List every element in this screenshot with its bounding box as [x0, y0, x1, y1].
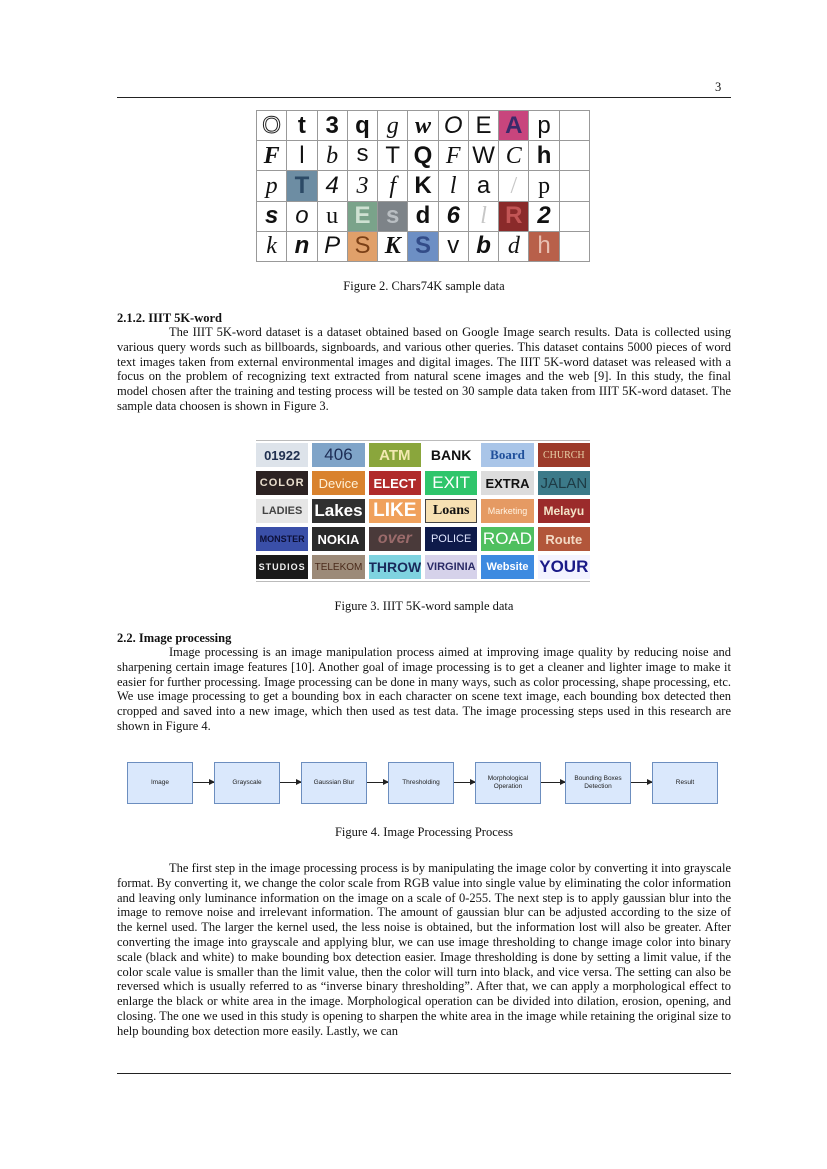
word-sample: LADIES: [256, 499, 308, 523]
flow-step-thresholding: Thresholding: [388, 762, 454, 804]
char-sample: g: [378, 111, 407, 140]
char-sample: 3: [348, 171, 377, 200]
char-sample: p: [529, 111, 558, 140]
char-sample: l: [469, 202, 498, 231]
word-sample: Website: [481, 555, 533, 579]
char-sample: t: [287, 111, 316, 140]
flow-arrow: [193, 782, 214, 783]
char-sample: /: [499, 171, 528, 200]
flow-arrow: [367, 782, 388, 783]
figure4-caption: Figure 4. Image Processing Process: [334, 825, 514, 839]
char-sample: s: [348, 141, 377, 170]
flow-step-result: Result: [652, 762, 718, 804]
word-sample: YOUR: [538, 555, 590, 579]
char-sample: S: [348, 232, 377, 261]
char-sample: p: [257, 171, 286, 200]
word-sample: BANK: [425, 443, 477, 467]
word-sample: Board: [481, 443, 533, 467]
word-sample: VIRGINIA: [425, 555, 477, 579]
char-sample: h: [529, 232, 558, 261]
char-sample: a: [469, 171, 498, 200]
flow-arrow: [631, 782, 652, 783]
char-sample: o: [287, 202, 316, 231]
char-sample: q: [348, 111, 377, 140]
char-sample: 2: [529, 202, 558, 231]
section-212-heading: 2.1.2. IIIT 5K-word: [117, 311, 222, 325]
char-sample: l: [287, 141, 316, 170]
iiit5k-sample-grid: [256, 440, 590, 582]
char-sample: 3: [318, 111, 347, 140]
flow-step-bounding-boxes-detection: Bounding Boxes Detection: [565, 762, 631, 804]
char-sample: p: [529, 171, 558, 200]
char-sample: K: [378, 232, 407, 261]
section-212-paragraph: The IIIT 5K-word dataset is a dataset obtained based on Google Image search results. Data is collected using various query words such as billboards, signboards, and various other queries. This dataset contains 5000 pieces of word text images taken from external environmental images and digital images. The IIIT 5K-word dataset was released with a focus on the problem of recognizing text extracted from natural scene images and the web [9]. In this study, the final model chosen after the training and testing process will be tested on 30 sample data taken from IIIT 5K-word dataset. The sample data choosen is shown in Figure 3.: [117, 325, 731, 413]
char-sample-empty: [560, 202, 589, 231]
char-sample: w: [408, 111, 437, 140]
char-sample: Q: [408, 141, 437, 170]
word-sample: ROAD: [481, 527, 533, 551]
char-sample: h: [529, 141, 558, 170]
char-sample: F: [439, 141, 468, 170]
word-sample: THROW: [369, 555, 421, 579]
word-sample: NOKIA: [312, 527, 364, 551]
char-sample: R: [499, 202, 528, 231]
char-sample: d: [408, 202, 437, 231]
word-sample: 01922: [256, 443, 308, 467]
section-22-paragraph: Image processing is an image manipulation process aimed at improving image quality by reducing noise and sharpening certain image features [10]. Another goal of image processing is to get a cleaner and lighter image to make it easier for further processing. Image processing can be done in many ways, such as color processing, shape processing, etc. We use image processing to get a bounding box in each character on scene text image, each bounding box detected then cropped and saved into a new image, which then used as test data. The image processing steps used in this research are shown in Figure 4.: [117, 645, 731, 733]
word-sample: STUDIOS: [256, 555, 308, 579]
body-paragraph: The first step in the image processing process is by manipulating the image color by converting it into grayscale format. By converting it, we change the color scale from RGB value into single value by eliminating the color information and leaving only luminance information on the image on a scale of 0-255. The next step is to apply gaussian blur into the image to remove noise and irrelevant information. The amount of gaussian blur can be adjusted according to the size of the kernel used. The larger the kernel used, the less noise is obtained, but the information lost will also be greater. After converting the image into grayscale and applying blur, we can use image thresholding to change image color into binary scale (black and white) to make bounding box detection easier. Image thresholding is done by setting a limit value, if the color scale value is smaller than the limit value, then the color will turn into black, and vice versa. The setting can also be reversed which is usually referred to as “inverse binary thresholding”. After that, we can apply a morphological effect to enlarge the black or white area in the image. Morphological operation can be divided into dilation, erosion, opening, and closing. The one we used in this study is opening to sharpen the white area in the image while retaining the original size to help bounding box detection more easily. Lastly, we can: [117, 861, 731, 1038]
flow-step-morphological-operation: Morphological Operation: [475, 762, 541, 804]
char-sample: b: [469, 232, 498, 261]
flow-step-grayscale: Grayscale: [214, 762, 280, 804]
header-rule: [117, 97, 731, 98]
word-sample: Lakes: [312, 499, 364, 523]
char-sample: u: [318, 202, 347, 231]
word-sample: EXIT: [425, 471, 477, 495]
char-sample: s: [257, 202, 286, 231]
word-sample: ELECT: [369, 471, 421, 495]
char-sample: A: [499, 111, 528, 140]
word-sample: Melayu: [538, 499, 590, 523]
char-sample: E: [348, 202, 377, 231]
word-sample: TELEKOM: [312, 555, 364, 579]
figure3-caption: Figure 3. IIIT 5K-word sample data: [334, 599, 514, 613]
char-sample: S: [408, 232, 437, 261]
word-sample: LIKE: [369, 499, 421, 523]
char-sample-empty: [560, 111, 589, 140]
word-sample: MONSTER: [256, 527, 308, 551]
char-sample: v: [439, 232, 468, 261]
char-sample: O: [257, 111, 286, 140]
flow-step-gaussian-blur: Gaussian Blur: [301, 762, 367, 804]
word-sample: EXTRA: [481, 471, 533, 495]
char-sample: T: [287, 171, 316, 200]
word-sample: JALAN: [538, 471, 590, 495]
figure2-caption: Figure 2. Chars74K sample data: [343, 279, 505, 293]
flow-arrow: [454, 782, 475, 783]
page-number: 3: [715, 80, 722, 94]
char-sample: O: [439, 111, 468, 140]
word-sample: over: [369, 527, 421, 551]
chars74k-sample-grid: [256, 110, 590, 262]
flow-step-image: Image: [127, 762, 193, 804]
footer-rule: [117, 1073, 731, 1074]
char-sample: C: [499, 141, 528, 170]
word-sample: 406: [312, 443, 364, 467]
word-sample: Loans: [425, 499, 477, 523]
char-sample: 4: [318, 171, 347, 200]
char-sample: 6: [439, 202, 468, 231]
char-sample: k: [257, 232, 286, 261]
char-sample: s: [378, 202, 407, 231]
char-sample-empty: [560, 171, 589, 200]
char-sample: W: [469, 141, 498, 170]
section-22-heading: 2.2. Image processing: [117, 631, 232, 645]
char-sample: T: [378, 141, 407, 170]
word-sample: CHURCH: [538, 443, 590, 467]
char-sample: F: [257, 141, 286, 170]
char-sample: d: [499, 232, 528, 261]
word-sample: Device: [312, 471, 364, 495]
char-sample: l: [439, 171, 468, 200]
char-sample-empty: [560, 232, 589, 261]
flow-arrow: [280, 782, 301, 783]
char-sample: f: [378, 171, 407, 200]
flow-arrow: [541, 782, 565, 783]
word-sample: COLOR: [256, 471, 308, 495]
char-sample-empty: [560, 141, 589, 170]
char-sample: E: [469, 111, 498, 140]
word-sample: POLICE: [425, 527, 477, 551]
char-sample: P: [318, 232, 347, 261]
char-sample: K: [408, 171, 437, 200]
char-sample: n: [287, 232, 316, 261]
word-sample: Route: [538, 527, 590, 551]
word-sample: Marketing: [481, 499, 533, 523]
char-sample: b: [318, 141, 347, 170]
word-sample: ATM: [369, 443, 421, 467]
